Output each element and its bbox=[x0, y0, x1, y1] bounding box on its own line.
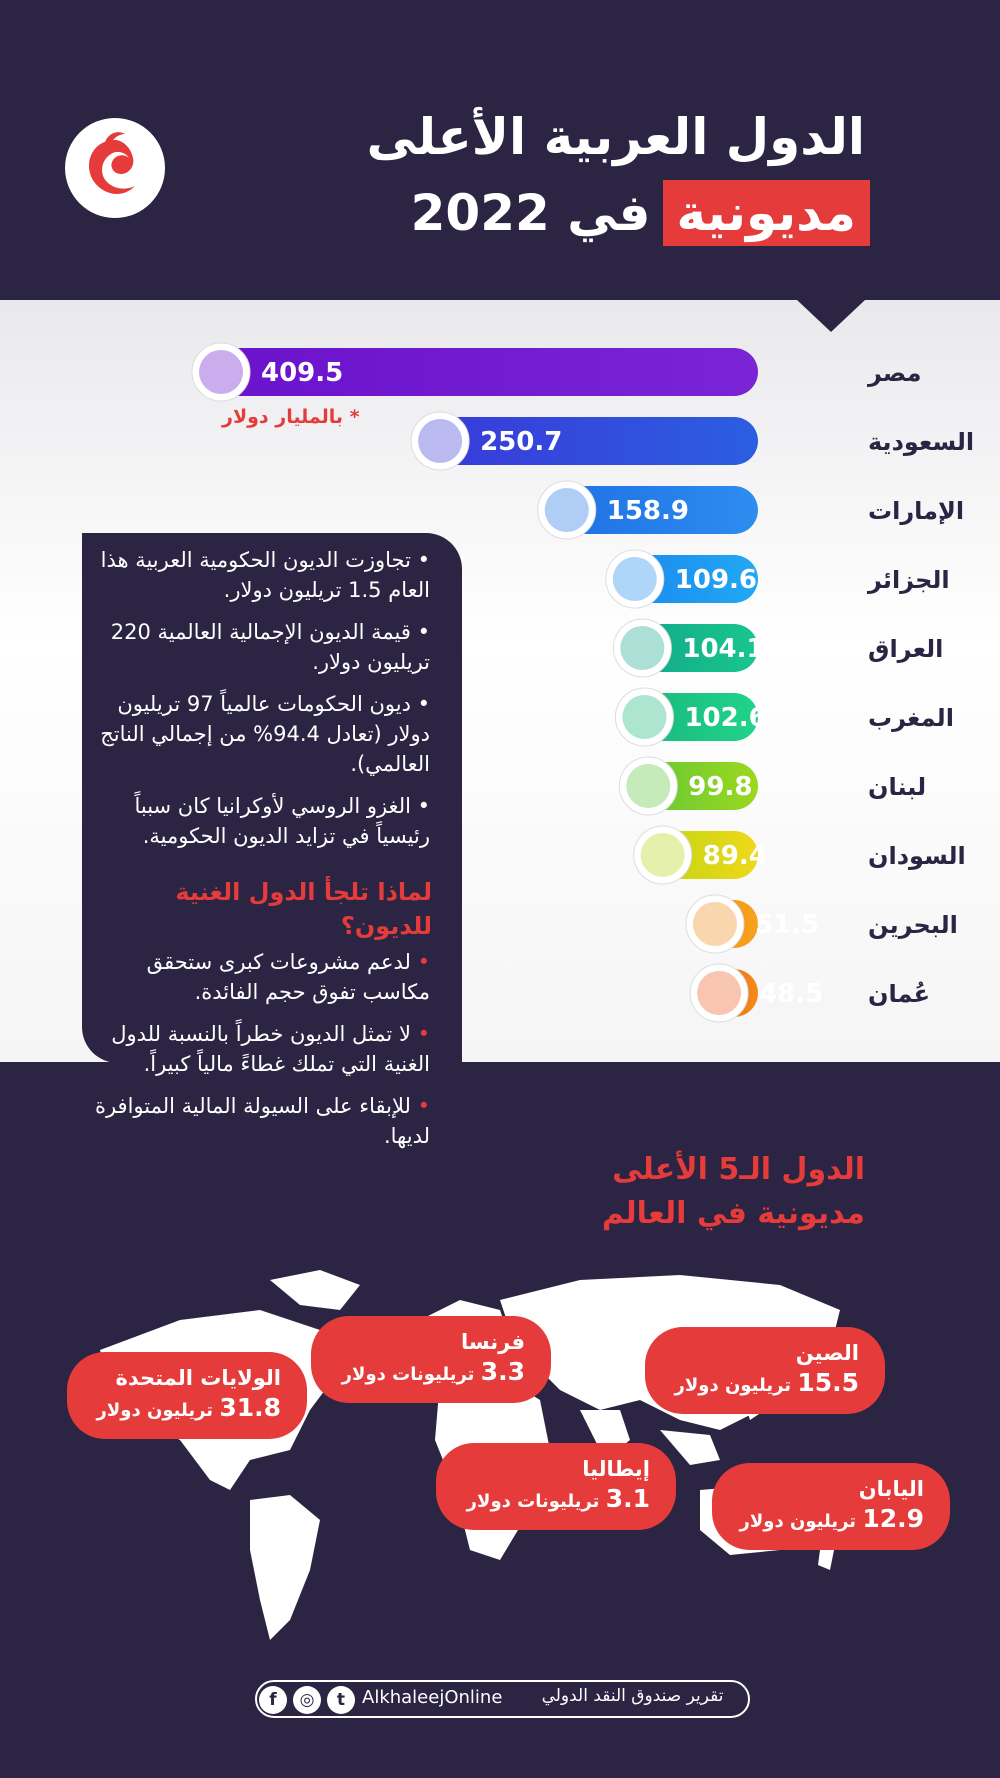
flag-inner bbox=[545, 488, 589, 532]
flag-inner bbox=[626, 764, 670, 808]
bubble-country-name: اليابان bbox=[858, 1477, 924, 1501]
bubble-debt-value: 31.8 تريليون دولار bbox=[96, 1393, 281, 1422]
fact-item: • تجاوزت الديون الحكومية العربية هذا العام 1.5 تريليون دولار. bbox=[100, 548, 430, 602]
bullet-icon: • bbox=[410, 794, 430, 818]
flag-inner bbox=[693, 902, 737, 946]
bar-value-label: 109.6 bbox=[674, 565, 758, 595]
bar-value-label: 250.7 bbox=[480, 427, 563, 457]
reason-item: • للإبقاء على السيولة المالية المتوافرة لديها. bbox=[94, 1094, 430, 1148]
bubble-country-name: الولايات المتحدة bbox=[115, 1366, 281, 1390]
bullet-icon: • bbox=[410, 620, 430, 644]
country-label: عُمان bbox=[868, 980, 930, 1008]
country-label: السعودية bbox=[868, 428, 975, 456]
title-highlight: مديونية bbox=[663, 180, 870, 246]
flag-inner bbox=[199, 350, 243, 394]
country-label: لبنان bbox=[868, 773, 927, 801]
bubble-debt-value: 12.9 تريليون دولار bbox=[739, 1504, 924, 1533]
country-label: العراق bbox=[868, 635, 944, 663]
country-label: مصر bbox=[868, 359, 922, 387]
flag-inner bbox=[620, 626, 664, 670]
flag-inner bbox=[613, 557, 657, 601]
country-debt-bubble bbox=[436, 1443, 676, 1530]
unit-note: * بالمليار دولار bbox=[222, 406, 360, 428]
page-title: الدول العربية الأعلى bbox=[366, 108, 865, 166]
fact-item: • قيمة الديون الإجمالية العالمية 220 تريليون دولار. bbox=[110, 620, 430, 674]
bar-value-label: 409.5 bbox=[261, 358, 344, 388]
fact-item: • الغزو الروسي لأوكرانيا كان سبباً رئيسياً في تزايد الديون الحكومية. bbox=[134, 794, 430, 848]
bullet-icon: • bbox=[410, 950, 430, 974]
reason-item: • لا تمثل الديون خطراً بالنسبة للدول الغنية التي تملك غطاءً مالياً كبيراً. bbox=[111, 1022, 430, 1076]
bubble-country-name: إيطاليا bbox=[582, 1457, 650, 1481]
country-debt-bubble bbox=[645, 1327, 885, 1414]
country-debt-bubble bbox=[311, 1316, 551, 1403]
bubble-debt-value: 3.3 تريليونات دولار bbox=[341, 1357, 525, 1386]
flag-inner bbox=[622, 695, 666, 739]
world-title: الدول الـ5 الأعلى مديونية في العالم bbox=[601, 1152, 865, 1231]
flag-inner bbox=[418, 419, 462, 463]
bar-value-label: 48.5 bbox=[759, 979, 824, 1009]
country-debt-bubble bbox=[712, 1463, 950, 1550]
title-year: في 2022 bbox=[410, 184, 651, 242]
bullet-icon: • bbox=[410, 548, 430, 572]
instagram-icon[interactable]: ◎ bbox=[293, 1686, 321, 1714]
footer-source: تقرير صندوق النقد الدولي bbox=[541, 1686, 724, 1706]
country-label: الإمارات bbox=[868, 497, 965, 525]
bullet-icon: • bbox=[410, 1022, 430, 1046]
footer-handle[interactable]: AlkhaleejOnline bbox=[362, 1687, 503, 1708]
bubble-debt-value: 15.5 تريليون دولار bbox=[674, 1368, 859, 1397]
bar-value-label: 89.4 bbox=[702, 841, 767, 871]
bubble-debt-value: 3.1 تريليونات دولار bbox=[466, 1484, 650, 1513]
bullet-icon: • bbox=[410, 692, 430, 716]
reason-item: • لدعم مشروعات كبرى ستحقق مكاسب تفوق حجم الفائدة. bbox=[146, 950, 430, 1004]
facts-text bbox=[82, 545, 432, 1163]
country-label: السودان bbox=[868, 842, 966, 870]
fact-item: • ديون الحكومات عالمياً 97 تريليون دولار (تعادل 94.4% من إجمالي الناتج العالمي). bbox=[100, 692, 430, 776]
bubble-country-name: فرنسا bbox=[461, 1330, 525, 1354]
country-label: البحرين bbox=[868, 911, 958, 939]
bar-value-label: 51.5 bbox=[754, 910, 820, 940]
bar-value-label: 104.1 bbox=[682, 634, 765, 664]
country-label: الجزائر bbox=[868, 566, 950, 594]
facts-question: لماذا تلجأ الدول الغنية للديون؟ bbox=[175, 878, 432, 940]
twitter-icon[interactable]: t bbox=[327, 1686, 355, 1714]
flag-inner bbox=[697, 971, 741, 1015]
bar-value-label: 158.9 bbox=[606, 496, 690, 526]
facebook-icon[interactable]: f bbox=[259, 1686, 287, 1714]
bar-value-label: 99.8 bbox=[688, 772, 753, 802]
country-label: المغرب bbox=[868, 704, 954, 732]
country-debt-bubble bbox=[67, 1352, 307, 1439]
bar-value-label: 102.6 bbox=[684, 703, 767, 733]
flag-inner bbox=[641, 833, 685, 877]
bullet-icon: • bbox=[410, 1094, 430, 1118]
bubble-country-name: الصين bbox=[795, 1341, 859, 1365]
